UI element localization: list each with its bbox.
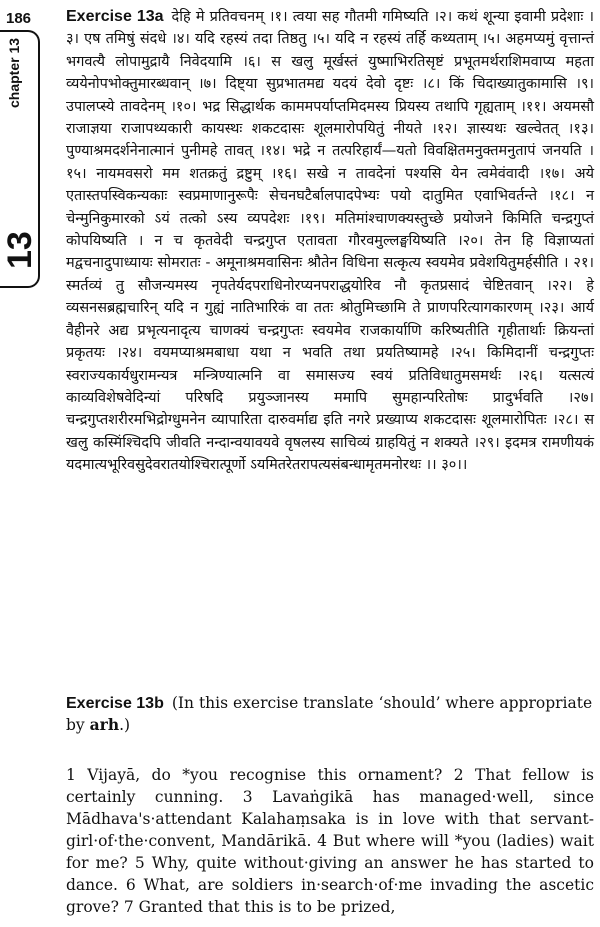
chapter-number: 13 bbox=[1, 231, 39, 269]
chapter-label: chapter 13 bbox=[6, 38, 22, 109]
exercise-13b-note: (In this exercise translate ‘should’ where appropriate by arh.) bbox=[66, 694, 593, 734]
page-number: 186 bbox=[6, 10, 32, 27]
exercise-13b-text: 1 Vijayā, do *you recognise this ornament? 2 That fellow is certainly cunning. 3 Lavaṅgikā has managed·well, since Mādhava's·attendant Kalahaṃsaka is in love with that servant-girl·of·the·convent, Mandārikā. 4 But where will *you (ladies) wait for me? 5 Why, quite without·giving an answer he has started to dance. 6 What, are soldiers in·search·of·me invading the ascetic grove? 7 Granted that this is to be prized, bbox=[66, 766, 594, 916]
exercise-13b-header bbox=[66, 693, 594, 736]
exercise-13a-text: देहि मे प्रतिवचनम् ।१। त्वया सह गौतमी गमिष्यति ।२। कथं शून्या इवामी प्रदेशाः ।३। एष तमिषुं संदधे ।४। यदि रहस्यं तदा तिष्ठतु ।५। यदि न रहस्यं तर्हि कथ्यताम् ।५। अहमप्यमुं वृत्तान्तं भगवत्यै लोपामुद्रायै निवेदयामि ।६। स खलु मूर्खस्तं युष्माभिरतिसृष्टं प्रभूतमर्थराशिमवाप्य महता व्ययेनोपभोक्तुमारब्धवान् ।७। दिष्ट्या सुप्रभातमद्य यदयं देवो दृष्टः ।८। किं चिदाख्यातुकामासि ।९। उपालप्स्ये तावदेनम् ।१०। भद्र सिद्धार्थक काममपर्याप्तमिदमस्य प्रियस्य तथापि गृह्यताम् ।११। अयमसौ राजाज्ञया राजापथ्यकारी कायस्थः शकटदासः शूलमारोपयितुं नीयते ।१२। ज्ञास्यथः खल्वेतत् ।१३। पुण्याश्रमदर्शनेनात्मानं पुनीमहे तावत् ।१४। भद्रे न तत्परिहार्यं—यतो विवक्षितमनुक्तमनुतापं जनयति ।१५। नायमवसरो मम शतक्रतुं द्रष्टुम् ।१६। सखे न तावदेनां पश्यसि येन त्वमेवंवादी ।१७। अये एतास्तपस्विकन्यकाः स्वप्रमाणानुरूपैः सेचनघटैर्बालपादपेभ्यः पयो दातुमित एवाभिवर्तन्ते ।१८। न चेन्मुनिकुमारको ऽयं तत्को ऽस्य व्यपदेशः ।१९। मतिमांश्चाणक्यस्तुच्छे प्रयोजने किमिति चन्द्रगुप्तं कोपयिष्यति । न च कृतवेदी चन्द्रगुप्त एतावता गौरवमुल्लङ्घयिष्यति ।२०। तेन हि विज्ञाप्यतां मद्वचनादुपाध्यायः सोमरातः - अमूनाश्रमवासिनः श्रौतेन विधिना सत्कृत्य स्वयमेव प्रवेशयितुमर्हसीति । २१। स्मर्तव्यं तु सौजन्यमस्य नृपतेर्यदपराधिनोरप्यनपराद्धयोरिव नौ कृतप्रसादं चेष्टितवान् ।२२। हे व्यसनसब्रह्मचारिन् यदि न गुह्यं नातिभारिकं वा ततः श्रोतुमिच्छामि ते प्राणपरित्यागकारणम् ।२३। आर्य वैहीनरे अद्य प्रभृत्यनादृत्य चाणक्यं चन्द्रगुप्तः स्वयमेव राजकार्याणि करिष्यतीति गृहीतार्थाः क्रियन्तां प्रकृतयः ।२४। वयमप्याश्रमबाधा यथा न भवति तथा प्रयतिष्यामहे ।२५। किमिदानीं चन्द्रगुप्तः स्वराज्यकार्यधुरामन्यत्र मन्त्रिण्यात्मनि वा समासज्य स्वयं प्रतिविधातुमसमर्थः ।२६। यत्सत्यं काव्यविशेषवेदिन्यां परिषदि प्रयुञ्जानस्य ममापि सुमहान्परितोषः प्रादुर्भवति ।२७। चन्द्रगुप्तशरीरमभिद्रोग्धुमनेन व्यापारिता दारुवर्माद्य इति नगरे प्रख्याप्य शकटदासः शूलमारोपितः ।२८। स खलु कस्मिंश्चिदपि जीवति नन्दान्वयावयवे वृषलस्य साचिव्यं ग्राहयितुं न शक्यते ।२९। इदमत्र रामणीयकं यदमात्यभूरिवसुदेवरातयोश्चिरात्पूर्णो ऽयमितरेतरापत्यसंबन्धामृतमनोरथः ।। ३०।। bbox=[66, 9, 594, 474]
exercise-13a-section bbox=[66, 6, 594, 477]
chapter-sidebar bbox=[0, 0, 52, 927]
exercise-13a-paragraph bbox=[66, 6, 594, 477]
exercise-13b-section bbox=[66, 693, 594, 918]
exercise-13a-title: Exercise 13a bbox=[66, 8, 164, 25]
exercise-13b-title: Exercise 13b bbox=[66, 695, 164, 712]
